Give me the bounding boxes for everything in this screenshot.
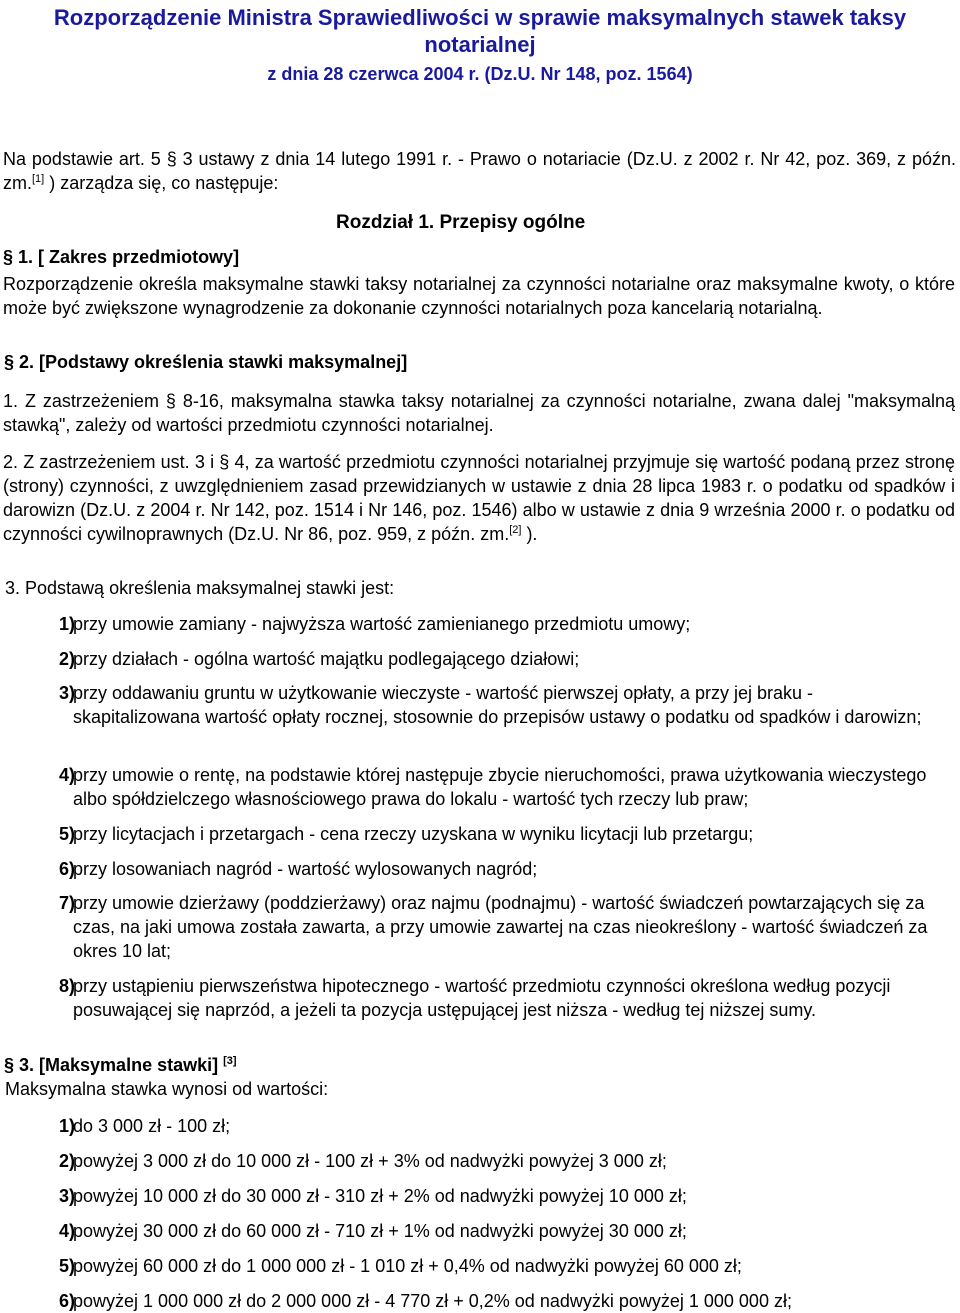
section-2-paragraph-2-after: ). xyxy=(521,524,538,544)
section-2-heading: § 2. [Podstawy określenia stawki maksymalnej] xyxy=(4,352,408,372)
list-item-text: przy działach - ogólna wartość majątku podlegającego działowi; xyxy=(73,649,580,669)
list-item-number: 1) xyxy=(59,1116,76,1136)
list-item-number: 2) xyxy=(59,1151,76,1171)
list-item-number: 8) xyxy=(59,976,76,996)
list-item-text: przy umowie zamiany - najwyższa wartość zamienianego przedmiotu umowy; xyxy=(73,614,691,634)
section-3-heading xyxy=(4,1055,960,1076)
list-item-number: 6) xyxy=(59,859,76,879)
section-1-text: Rozporządzenie określa maksymalne stawki taksy notarialnej za czynności notarialne oraz maksymalne kwoty, o które może być zwiększone wynagrodzenie za dokonanie czynności notarialnych poza kancelarią notarialną. xyxy=(3,274,955,318)
list-item xyxy=(59,1149,930,1173)
list-item-number: 2) xyxy=(59,649,76,669)
list-item-number: 1) xyxy=(59,614,76,634)
list-item xyxy=(59,1219,930,1243)
section-1-heading: § 1. [ Zakres przedmiotowy] xyxy=(3,247,240,267)
section-2-paragraph-1: 1. Z zastrzeżeniem § 8-16, maksymalna stawka taksy notarialnej za czynności notarialne, zwana dalej "maksymalną stawką", zależy od wartości przedmiotu czynności notarialnej. xyxy=(3,391,955,435)
section-3-text: Maksymalna stawka wynosi od wartości: xyxy=(5,1079,329,1099)
list-item xyxy=(59,647,930,671)
list-item-number: 4) xyxy=(59,1221,76,1241)
preamble xyxy=(0,147,960,195)
list-item-text: przy losowaniach nagród - wartość wylosowanych nagród; xyxy=(73,859,538,879)
chapter-heading: Rozdział 1. Przepisy ogólne xyxy=(336,212,586,233)
footnote-ref-1[interactable]: [1] xyxy=(32,173,45,185)
list-item-number: 6) xyxy=(59,1291,76,1311)
list-item xyxy=(59,763,930,811)
list-item xyxy=(59,1184,930,1208)
list-item xyxy=(59,891,930,963)
list-item-text: do 3 000 zł - 100 zł; xyxy=(73,1116,231,1136)
list-item-text: przy licytacjach i przetargach - cena rzeczy uzyskana w wyniku licytacji lub przetargu; xyxy=(73,824,754,844)
preamble-text-after: ) zarządza się, co następuje: xyxy=(44,173,279,193)
list-item xyxy=(59,681,930,729)
list-item-text: powyżej 30 000 zł do 60 000 zł - 710 zł + 1% od nadwyżki powyżej 30 000 zł; xyxy=(73,1221,687,1241)
footnote-ref-3[interactable]: [3] xyxy=(223,1055,237,1067)
list-item xyxy=(59,974,930,1022)
list-item-number: 5) xyxy=(59,824,76,844)
list-item-text: przy umowie o rentę, na podstawie której następuje zbycie nieruchomości, prawa użytkowania wieczystego albo spółdzielczego własnościowego prawa do lokalu - wartość tych rzeczy lub praw; xyxy=(73,765,927,809)
list-item-text: przy oddawaniu gruntu w użytkowanie wieczyste - wartość pierwszej opłaty, a przy jej braku - skapitalizowana wartość opłaty rocznej, stosownie do przepisów ustawy o podatku od spadków i darowizn; xyxy=(73,683,922,727)
preamble-text: Na podstawie art. 5 § 3 ustawy z dnia 14 lutego 1991 r. - Prawo o notariacie (Dz.U. z 2002 r. Nr 42, poz. 369, z późn. zm. xyxy=(3,149,956,193)
list-item xyxy=(59,612,930,636)
list-item-text: powyżej 3 000 zł do 10 000 zł - 100 zł + 3% od nadwyżki powyżej 3 000 zł; xyxy=(73,1151,667,1171)
list-item-text: przy umowie dzierżawy (poddzierżawy) oraz najmu (podnajmu) - wartość świadczeń powtarzających się za czas, na jaki umowa została zawarta, a przy umowie zawartej na czas nieokreślony - wartość świadczeń za okres 10 lat; xyxy=(73,893,928,961)
list-item xyxy=(59,1114,930,1138)
section-2-paragraph-2 xyxy=(0,450,960,546)
footnote-ref-2[interactable]: [2] xyxy=(509,524,522,536)
list-item-text: powyżej 10 000 zł do 30 000 zł - 310 zł + 2% od nadwyżki powyżej 10 000 zł; xyxy=(73,1186,687,1206)
list-item xyxy=(59,1254,930,1278)
list-item-number: 7) xyxy=(59,893,76,913)
list-item-text: powyżej 60 000 zł do 1 000 000 zł - 1 010 zł + 0,4% od nadwyżki powyżej 60 000 zł; xyxy=(73,1256,742,1276)
title-text: Rozporządzenie Ministra Sprawiedliwości w sprawie maksymalnych stawek taksy notarialnej xyxy=(53,5,907,57)
list-item xyxy=(59,822,930,846)
list-item-number: 5) xyxy=(59,1256,76,1276)
section-3-heading-text: § 3. [Maksymalne stawki] xyxy=(4,1055,219,1075)
list-item-number: 3) xyxy=(59,683,76,703)
section-2-paragraph-2-text: 2. Z zastrzeżeniem ust. 3 i § 4, za wartość przedmiotu czynności notarialnej przyjmuje się wartość podaną przez stronę (strony) czynności, z uwzględnieniem zasad przewidzianych w ustawie z dnia 28 lipca 1983 r. o podatku od spadków i darowizn (Dz.U. z 2004 r. Nr 142, poz. 1514 i Nr 146, poz. 1546) albo w ustawie z dnia 9 września 2000 r. o podatku od czynności cywilnoprawnych (Dz.U. Nr 86, poz. 959, z późn. zm. xyxy=(3,452,955,544)
list-item-text: powyżej 1 000 000 zł do 2 000 000 zł - 4 770 zł + 0,2% od nadwyżki powyżej 1 000 000 zł; xyxy=(73,1291,792,1311)
list-item xyxy=(59,1289,930,1313)
list-item xyxy=(59,857,930,881)
list-item-number: 4) xyxy=(59,765,76,785)
section-2-paragraph-3: 3. Podstawą określenia maksymalnej stawki jest: xyxy=(5,578,395,598)
title-subtitle: z dnia 28 czerwca 2004 r. (Dz.U. Nr 148, poz. 1564) xyxy=(267,64,693,84)
list-item-text: przy ustąpieniu pierwszeństwa hipotecznego - wartość przedmiotu czynności określona według pozycji posuwającej się naprzód, a jeżeli ta pozycja ustępującej jest niższa - według tej niższej sumy. xyxy=(73,976,891,1020)
list-item-number: 3) xyxy=(59,1186,76,1206)
document-title xyxy=(0,0,960,88)
